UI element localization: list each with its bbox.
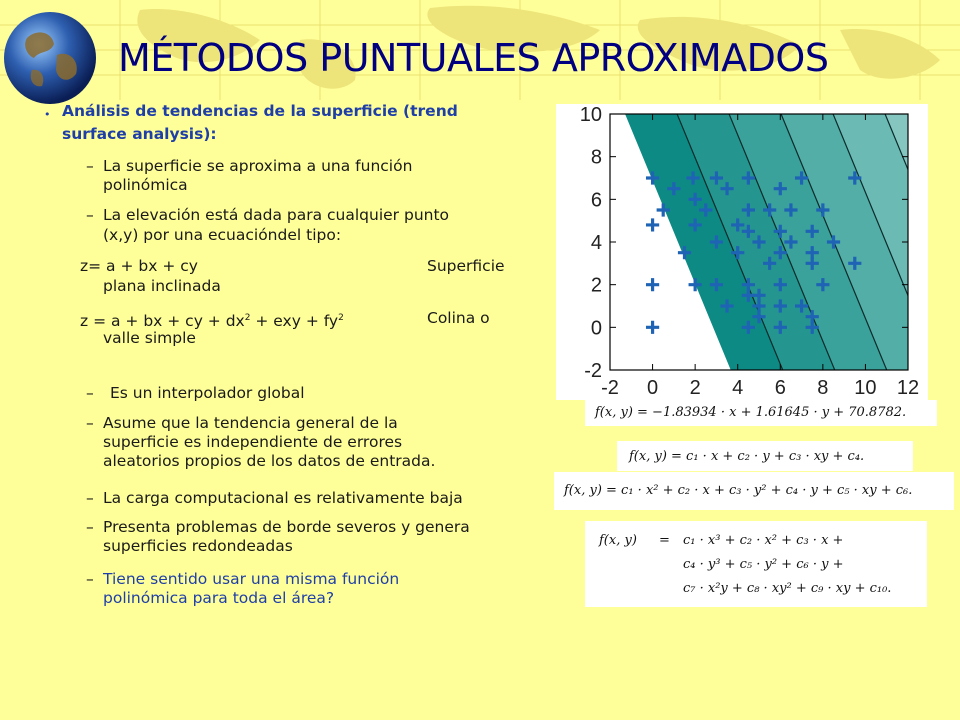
- formula-4-line3: c₇ · x²y + c₈ · xy² + c₉ · xy + c₁₀.: [683, 581, 892, 596]
- trend-surface-chart: [556, 104, 928, 400]
- item-e: Es un interpolador global: [110, 384, 305, 402]
- item-a-line1: La superficie se aproxima a una función: [103, 157, 413, 175]
- item-d-formula: z = a + bx + cy + $dx^2$ + exy + $fy^2$: [80, 312, 344, 331]
- x-tick-label: 0: [647, 377, 659, 399]
- item-i-line2: polinómica para toda el área?: [103, 589, 335, 607]
- y-tick-label: -2: [584, 360, 602, 382]
- dash: –: [86, 489, 94, 507]
- item-i-line1: Tiene sentido usar una misma función: [103, 570, 400, 588]
- formula-3: f(x, y) = c₁ · x² + c₂ · x + c₃ · y² + c₄ · y + c₅ · xy + c₆.: [564, 483, 913, 498]
- globe-icon: [2, 10, 102, 110]
- bullet-heading-line1: Análisis de tendencias de la superficie (trend: [62, 102, 458, 120]
- item-f-line2: superficie es independiente de errores: [103, 433, 403, 451]
- dash: –: [86, 157, 94, 175]
- formula-4-lhs: f(x, y): [599, 533, 637, 548]
- formula-cubic: [585, 521, 927, 607]
- bullet-dot: •: [44, 108, 51, 121]
- item-f-line3: aleatorios propios de los datos de entrada.: [103, 452, 436, 470]
- y-tick-label: 2: [590, 274, 602, 297]
- item-h-line2: superficies redondeadas: [103, 537, 293, 555]
- formula-2: f(x, y) = c₁ · x + c₂ · y + c₃ · xy + c₄.: [629, 449, 865, 464]
- x-tick-label: 10: [854, 377, 877, 399]
- x-tick-label: -2: [601, 377, 619, 399]
- formula-quadratic: [554, 472, 954, 510]
- item-d-label: Colina o: [427, 309, 490, 327]
- dash: –: [86, 206, 94, 224]
- x-tick-label: 8: [817, 377, 829, 399]
- formula-bilinear: [617, 441, 913, 471]
- item-b-line2: (x,y) por una ecuacióndel tipo:: [103, 226, 342, 244]
- item-c-label-2: plana inclinada: [103, 277, 221, 295]
- item-a-line2: polinómica: [103, 176, 188, 194]
- y-tick-label: 8: [590, 146, 602, 169]
- item-c-label: Superficie: [427, 257, 505, 275]
- item-f-line1: Asume que la tendencia general de la: [103, 414, 398, 432]
- x-tick-label: 6: [774, 377, 786, 399]
- item-h-line1: Presenta problemas de borde severos y genera: [103, 518, 470, 536]
- bullet-heading-line2: surface analysis):: [62, 125, 217, 143]
- x-tick-label: 4: [732, 377, 744, 399]
- y-tick-label: 4: [590, 232, 602, 254]
- dash: –: [86, 518, 94, 536]
- formula-linear-fit: [585, 400, 937, 426]
- item-d-label-2: valle simple: [103, 329, 196, 347]
- dash: –: [86, 384, 94, 402]
- y-tick-label: 6: [590, 189, 602, 212]
- y-tick-label: 10: [579, 104, 602, 126]
- formula-4-line2: c₄ · y³ + c₅ · y² + c₆ · y +: [683, 557, 844, 572]
- formula-4-eq: =: [659, 533, 670, 548]
- item-c-formula: z= a + bx + cy: [80, 257, 198, 275]
- y-tick-label: 0: [590, 317, 602, 340]
- item-b-line1: La elevación está dada para cualquier punto: [103, 206, 450, 224]
- formula-1: f(x, y) = −1.83934 · x + 1.61645 · y + 70.8782.: [595, 405, 907, 420]
- item-g: La carga computacional es relativamente baja: [103, 489, 463, 507]
- x-tick-label: 12: [896, 377, 920, 399]
- formula-4-line1: c₁ · x³ + c₂ · x² + c₃ · x +: [683, 533, 844, 548]
- page-title: MÉTODOS PUNTUALES APROXIMADOS: [118, 36, 829, 80]
- x-tick-label: 2: [689, 377, 701, 399]
- dash: –: [86, 570, 94, 588]
- dash: –: [86, 414, 94, 432]
